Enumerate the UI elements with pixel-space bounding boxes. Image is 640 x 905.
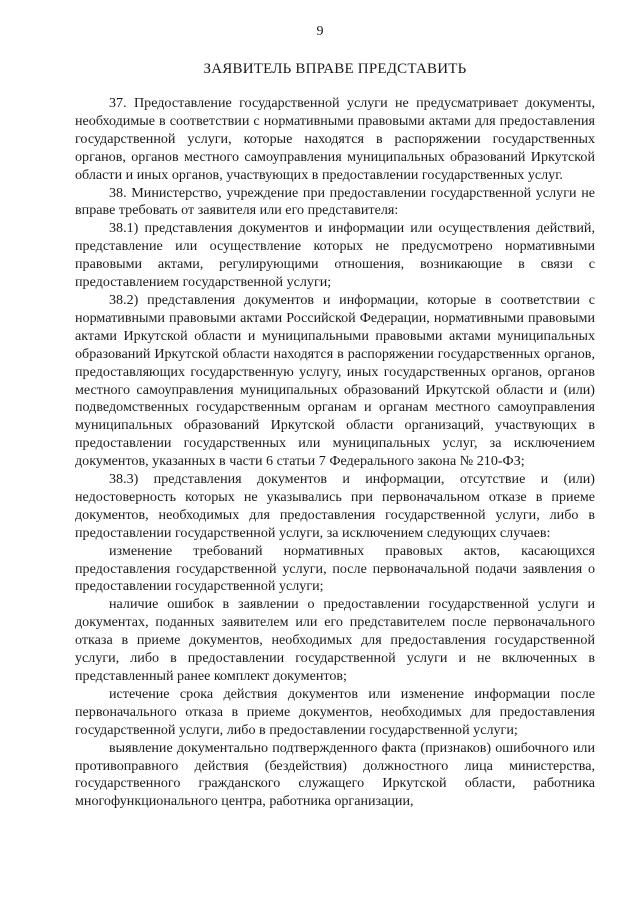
page-number: 9 xyxy=(316,24,324,39)
paragraph-38-2: 38.2) представления документов и информации, которые в соответствии с нормативными правовыми актами Российской Федерации, нормативными правовыми актами Иркутской области и муниципальными правовыми актами муниципальных образований Иркутской области находятся в распоряжении государственных органов, предоставляющих государственную услугу, иных государственных органов, органов местного самоуправления муниципальных образований Иркутской области и (или) подведомственных государственным органам и органам местного самоуправления муниципальных образований Иркутской области организаций, участвующих в предоставлении государственных или муниципальных услуг, за исключением документов, указанных в части 6 статьи 7 Федерального закона № 210-ФЗ; xyxy=(75,291,595,470)
exception-item-requirements-change: изменение требований нормативных правовых актов, касающихся предоставления государственной услуги, после первоначальной подачи заявления о предоставлении государственной услуги; xyxy=(75,542,595,595)
exception-item-errors: наличие ошибок в заявлении о предоставлении государственной услуги и документах, поданных заявителем или его представителем после первоначального отказа в приеме документов, необходимых для предоставления государственной услуги, либо в предоставлении государственной услуги и не включенных в представленный ранее комплект документов; xyxy=(75,596,595,684)
exception-item-unlawful-action: выявление документально подтвержденного факта (признаков) ошибочного или противоправного действия (бездействия) должностного лица министерства, государственного гражданского служащего Иркутской области, работника многофункционального центра, работника организации, xyxy=(75,739,595,810)
section-heading: ЗАЯВИТЕЛЬ ВПРАВЕ ПРЕДСТАВИТЬ xyxy=(203,61,467,77)
paragraph-38-1: 38.1) представления документов и информации или осуществления действий, представление или осуществление которых не предусмотрено нормативными правовыми актами, регулирующими отношения, возникающие в связи с предоставлением государственной услуги; xyxy=(75,220,595,291)
paragraph-38-3: 38.3) представления документов и информации, отсутствие и (или) недостоверность которых не указывались при первоначальном отказе в приеме документов, необходимых для предоставления государственной услуги, либо в предоставлении государственной услуги, за исключением следующих случаев: xyxy=(75,471,595,541)
document-body xyxy=(75,95,595,811)
exception-item-expiry: истечение срока действия документов или изменение информации после первоначального отказа в приеме документов, необходимых для предоставления государственной услуги, либо в предоставлении государственной услуги; xyxy=(75,685,595,738)
paragraph-37: 37. Предоставление государственной услуги не предусматривает документы, необходимые в соответствии с нормативными правовыми актами для предоставления государственной услуги, которые находятся в распоряжении государственных органов, органов местного самоуправления муниципальных образований Иркутской области и иных органов, участвующих в предоставлении государственных услуг. xyxy=(75,95,595,183)
paragraph-38: 38. Министерство, учреждение при предоставлении государственной услуги не вправе требовать от заявителя или его представителя: xyxy=(75,184,595,219)
